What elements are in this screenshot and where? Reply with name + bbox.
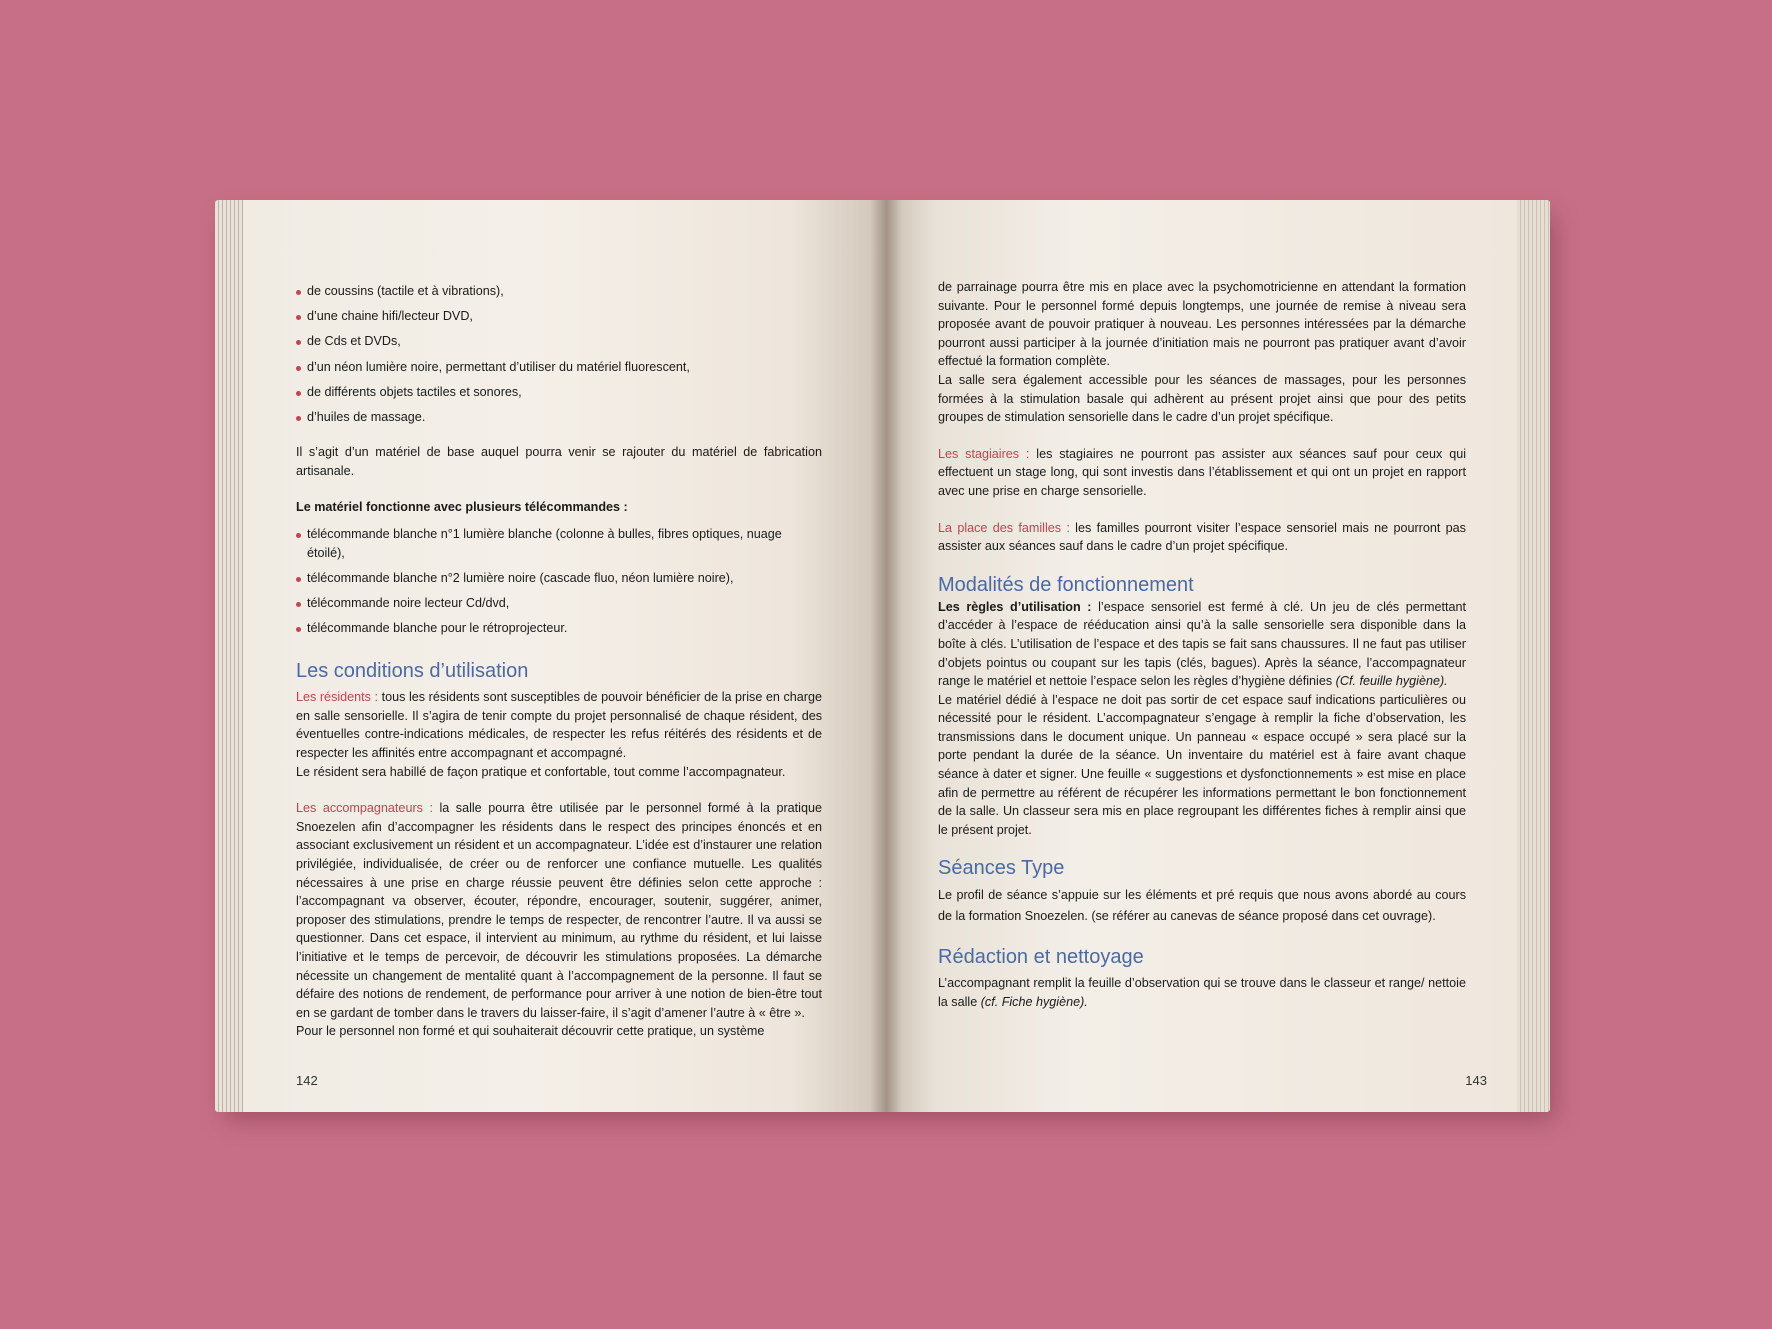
- regles-label: Les règles d’utilisation :: [938, 599, 1092, 614]
- list-item: de Cds et DVDs,: [296, 332, 822, 351]
- page-edges-right: [1516, 200, 1550, 1112]
- right-page: [885, 200, 1517, 1112]
- redaction-paragraph: L’accompagnant remplit la feuille d’observation qui se trouve dans le classeur et range/ nettoie la salle (cf. Fiche hygiène).: [938, 976, 1466, 1010]
- residents-paragraph: Les résidents : tous les résidents sont susceptibles de pouvoir bénéficier de la prise en charge en salle sensorielle. Il s’agira de tenir compte du projet personnalisé de chaque résident, des éventuelles contre-indications médicales, de respecter les refus réitérés des résidents et de respecter les affinités entre accompagnant et accompagné.: [296, 690, 822, 761]
- residents-label: Les résidents :: [296, 690, 379, 705]
- right-page-content: [938, 278, 1466, 1012]
- remotes-heading: Le matériel fonctionne avec plusieurs télécommandes :: [296, 500, 628, 515]
- remotes-list: [296, 525, 822, 638]
- page-edges-left: [215, 200, 245, 1112]
- stagiaires-paragraph: Les stagiaires : les stagiaires ne pourront pas assister aux séances sauf pour ceux qui effectuent un stage long, qui sont investis dans l’établissement et qui ont un projet en rapport avec une prise en charge sensorielle.: [938, 446, 1467, 498]
- stagiaires-label: Les stagiaires :: [938, 446, 1030, 461]
- seances-paragraph: Le profil de séance s’appuie sur les éléments et pré requis que nous avons abordé au cours de la formation Snoezelen. (se référer au canevas de séance proposé dans cet ouvrage).: [938, 888, 1466, 923]
- section-title-redaction: Rédaction et nettoyage: [938, 946, 1144, 969]
- parrainage-paragraph: de parrainage pourra être mis en place avec la psychomotricienne en attendant la formation suivante. Pour le personnel formé depuis longtemps, une journée de remise à niveau sera proposée avant de pouvoir pratiquer à nouveau. Les personnes intéressées par la démarche pourront aussi participer à la journée d’initiation mais ne pourront pas pratiquer avant d’avoir effectué la formation complète.: [938, 280, 1466, 369]
- page-number-right: 143: [1465, 1073, 1487, 1088]
- bullet-icon: [296, 391, 301, 396]
- section-title-modalites: Modalités de fonctionnement: [938, 573, 1194, 596]
- bullet-icon: [296, 602, 301, 607]
- bullet-icon: [296, 533, 301, 538]
- accompagnateurs-paragraph: Les accompagnateurs : la salle pourra être utilisée par le personnel formé à la pratique Snoezelen afin d’accompagner les résidents dans le respect des principes énoncés et en associant exclusivement un résident et un accompagnateur. L’idée est d’instaurer une relation privilégiée, individualisée, de créer ou de renforcer une confiance mutuelle. Les qualités nécessaires à une prise en charge réussie peuvent être définies selon cette approche : l’accompagnant va observer, écouter, répondre, encourager, soutenir, suggérer, animer, proposer des stimulations, prendre le temps de respecter, de rencontrer l’autre. Il va aussi se questionner. Dans cet espace, il intervient au minimum, au rythme du résident, et lui laisse l’initiative et le temps de percevoir, de découvrir les stimulations proposées. La démarche nécessite un changement de mentalité quant à l’accompagnement de la personne. Il faut se défaire des notions de rendement, de performance pour arriver à une notion de bien-être tout en se gardant de tomber dans le travers du laisser-faire, il s’agit d’amener l’autre à « être ».: [296, 801, 822, 1020]
- section-title-seances: Séances Type: [938, 857, 1065, 880]
- list-item: de différents objets tactiles et sonores,: [296, 383, 822, 402]
- materiel-paragraph: Le matériel dédié à l’espace ne doit pas sortir de cet espace sauf indications particulières ou nécessité pour le résident. L’accompagnateur s’engage à remplir la fiche d’observation, les transmissions dans le document unique. Un panneau « espace occupé » sera placé sur la porte pendant la durée de la séance. Un inventaire du matériel est à faire avant chaque séance à dater et signer. Une feuille « suggestions et dysfonctionnements » est mise en place afin de permettre au référent de récupérer les informations permettant le bon fonctionnement de la salle. Un classeur sera mis en place regroupant les différentes fiches à remplir ainsi que le présent projet.: [938, 692, 1466, 837]
- list-item: d’une chaine hifi/lecteur DVD,: [296, 307, 822, 326]
- book-spine-shadow: [870, 200, 902, 1112]
- list-item: télécommande blanche n°1 lumière blanche (colonne à bulles, fibres optiques, nuage étoilé),: [296, 525, 822, 562]
- left-page-content: [296, 282, 822, 1041]
- list-item: télécommande blanche pour le rétroprojecteur.: [296, 619, 822, 638]
- bullet-icon: [296, 290, 301, 295]
- list-item: télécommande blanche n°2 lumière noire (cascade fluo, néon lumière noire),: [296, 569, 822, 588]
- list-item: télécommande noire lecteur Cd/dvd,: [296, 594, 822, 613]
- left-page: [243, 200, 885, 1112]
- list-item: d’huiles de massage.: [296, 408, 822, 427]
- bullet-icon: [296, 366, 301, 371]
- bullet-icon: [296, 315, 301, 320]
- material-paragraph: Il s’agit d’un matériel de base auquel pourra venir se rajouter du matériel de fabrication artisanale.: [296, 445, 822, 478]
- page-number-left: 142: [296, 1073, 318, 1088]
- bullet-icon: [296, 416, 301, 421]
- massage-paragraph: La salle sera également accessible pour les séances de massages, pour les personnes formées à la stimulation basale qui adhèrent au présent projet ainsi que pour des petits groupes de stimulation sensorielle dans le cadre d’un projet spécifique.: [938, 372, 1466, 425]
- familles-label: La place des familles :: [938, 520, 1070, 535]
- equipment-list: [296, 282, 822, 427]
- familles-paragraph: La place des familles : les familles pourront visiter l’espace sensoriel mais ne pourront pas assister aux séances sauf dans le cadre d’un projet spécifique.: [938, 520, 1466, 554]
- bullet-icon: [296, 577, 301, 582]
- list-item: d’un néon lumière noire, permettant d’utiliser du matériel fluorescent,: [296, 358, 822, 377]
- bullet-icon: [296, 627, 301, 632]
- bullet-icon: [296, 340, 301, 345]
- residents-paragraph-2: Le résident sera habillé de façon pratique et confortable, tout comme l’accompagnateur.: [296, 764, 786, 779]
- list-item: de coussins (tactile et à vibrations),: [296, 282, 822, 301]
- section-title-conditions: Les conditions d’utilisation: [296, 660, 529, 683]
- accompagnateurs-label: Les accompagnateurs :: [296, 801, 433, 816]
- accompagnateurs-paragraph-2: Pour le personnel non formé et qui souhaiterait découvrir cette pratique, un système: [296, 1024, 765, 1039]
- regles-paragraph: Les règles d’utilisation : l’espace sensoriel est fermé à clé. Un jeu de clés permettant d’accéder à l’espace de rééducation ainsi qu’à la salle sensorielle sera disponible dans la boîte à clés. L’utilisation de l’espace et des tapis se fait sans chaussures. Il ne faut pas utiliser d’objets pointus ou coupant sur les tapis (clés, bagues). Après la séance, l’accompagnateur range le matériel et nettoie l’espace selon les règles d’hygiène définies (Cf. feuille hygiène).: [938, 599, 1466, 689]
